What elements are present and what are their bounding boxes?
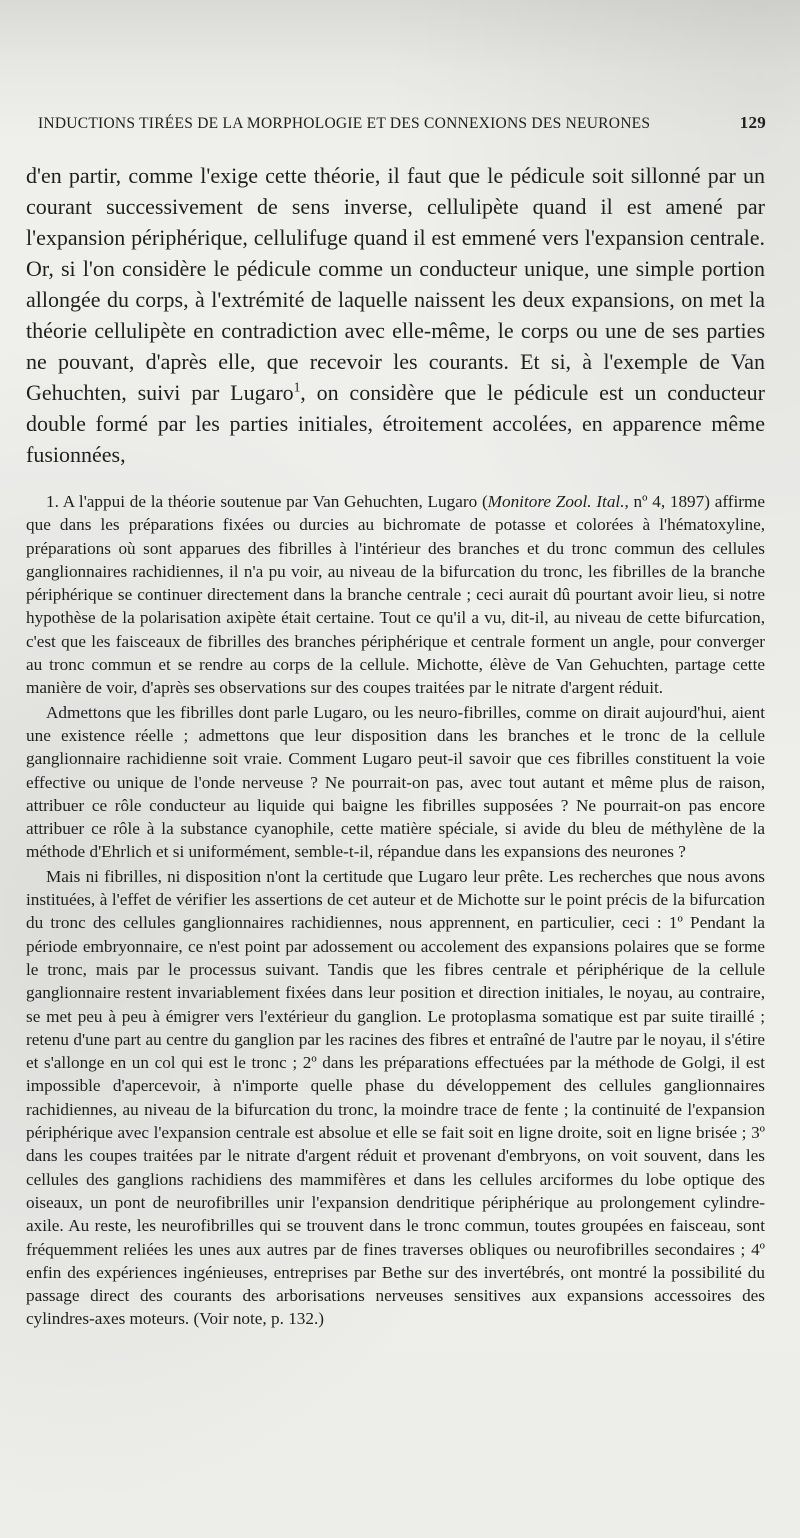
- footnote-1-start: 1. A l'appui de la théorie soutenue par Van Gehuchten, Lugaro (: [46, 492, 488, 511]
- footnote-reference: 1: [293, 379, 301, 395]
- footnote-1-rest: , nº 4, 1897) affirme que dans les préparations fixées ou durcies au bichromate de potasse et colorées à l'hématoxyline, préparations où sont apparues des fibrilles à l'intérieur des branches et du tronc commun des cellules ganglionnaires rachidiennes, il n'a pu voir, au niveau de la bifurcation du tronc, les fibrilles de la branche périphérique se continuer directement dans la branche centrale ; ceci aurait dû pourtant avoir lieu, si notre hypothèse de la polarisation axipète était certaine. Tout ce qu'il a vu, dit-il, au niveau de cette bifurcation, c'est que les faisceaux de fibrilles des branches périphérique et centrale forment un angle, pour converger au tronc commun et se rendre au corps de la cellule. Michotte, élève de Van Gehuchten, partage cette manière de voir, d'après ses observations sur des coupes traitées par le nitrate d'argent réduit.: [26, 492, 765, 698]
- footnote-paragraph-3: Mais ni fibrilles, ni disposition n'ont la certitude que Lugaro leur prête. Les recherches que nous avons instituées, à l'effet de vérifier les assertions de cet auteur et de Michotte sur le point précis de la bifurcation du tronc des cellules ganglionnaires rachidiennes, nous apprennent, en particulier, ceci : 1º Pendant la période embryonnaire, ce n'est point par adossement ou accolement des expansions polaires que se forme le tronc, mais par le processus suivant. Tandis que les fibres centrale et périphérique de la cellule ganglionnaire restent invariablement fixées dans leur position et direction initiales, le noyau, au contraire, se met peu à peu à émigrer vers l'extérieur du ganglion. Le protoplasma somatique est par suite tiraillé ; retenu d'une part au centre du ganglion par les racines des fibres et entraîné de l'autre par le noyau, il s'étire et s'allonge en un col qui est le tronc ; 2º dans les préparations effectuées par la méthode de Golgi, il est impossible d'apercevoir, à n'importe quelle phase du développement des cellules ganglionnaires rachidiennes, au niveau de la bifurcation du tronc, la moindre trace de fente ; la continuité de l'expansion périphérique avec l'expansion centrale est absolue et elle se fait soit en ligne droite, soit en ligne brisée ; 3º dans les coupes traitées par le nitrate d'argent réduit et provenant d'embryons, on voit souvent, dans les cellules des ganglions rachidiens des mammifères et dans les cellules arciformes du lobe optique des oiseaux, un pont de neurofibrilles unir l'expansion dendritique périphérique au prolongement cylindre-axile. Au reste, les neurofibrilles qui se trouvent dans le tronc commun, toutes groupées en faisceau, sont fréquemment reliées les unes aux autres par de fines traverses obliques ou neurofibrilles secondaires ; 4º enfin des expériences ingénieuses, entreprises par Bethe sur des invertébrés, ont montré la possibilité du passage direct des courants des arborisations nerveuses sensitives aux expansions accessoires des cylindres-axes moteurs. (Voir note, p. 132.): [26, 866, 765, 1329]
- footnote-1: [26, 490, 765, 700]
- page-number: 129: [739, 113, 766, 132]
- running-head: [38, 113, 766, 133]
- body-paragraph: [26, 160, 765, 470]
- body-text-part-2: , on considère que le pédicule est un conducteur double formé par les parties initiales, étroitement accolées, en apparence même fusionnées,: [26, 380, 766, 467]
- running-title: INDUCTIONS TIRÉES DE LA MORPHOLOGIE ET DES CONNEXIONS DES NEURONES: [38, 115, 651, 132]
- footnote-paragraph-2: Admettons que les fibrilles dont parle Lugaro, ou les neuro-fibrilles, comme on dirait aujourd'hui, aient une existence réelle ; admettons que leur disposition dans les branches et le tronc de la cellule ganglionnaire rachidienne soit vraie. Comment Lugaro peut-il savoir que ces fibrilles constituent la voie effective ou unique de l'onde nerveuse ? Ne pourrait-on pas, avec tout autant et même plus de raison, attribuer ce rôle conducteur au liquide qui baigne les fibrilles supposées ? Ne pourrait-on pas encore attribuer ce rôle à la substance cyanophile, cette matière spéciale, si avide du bleu de méthylène de la méthode d'Ehrlich et si uniformément, semble-t-il, répandue dans les expansions des neurones ?: [26, 702, 765, 862]
- footnote-1-journal: Monitore Zool. Ital.: [487, 492, 625, 511]
- body-text: [26, 160, 765, 470]
- body-text-part-1: d'en partir, comme l'exige cette théorie, il faut que le pédicule soit sillonné par un courant successivement de sens inverse, cellulipète quand il est amené par l'expansion périphérique, cellulifuge quand il est emmené vers l'expansion centrale. Or, si l'on considère le pédicule comme un conducteur unique, une simple portion allongée du corps, à l'extrémité de laquelle naissent les deux expansions, on met la théorie cellulipète en contradiction avec elle-même, le corps ou une de ses parties ne pouvant, d'après elle, que recevoir les courants. Et si, à l'exemple de Van Gehuchten, suivi par Lugaro: [26, 163, 765, 405]
- footnote-block: [26, 490, 765, 1331]
